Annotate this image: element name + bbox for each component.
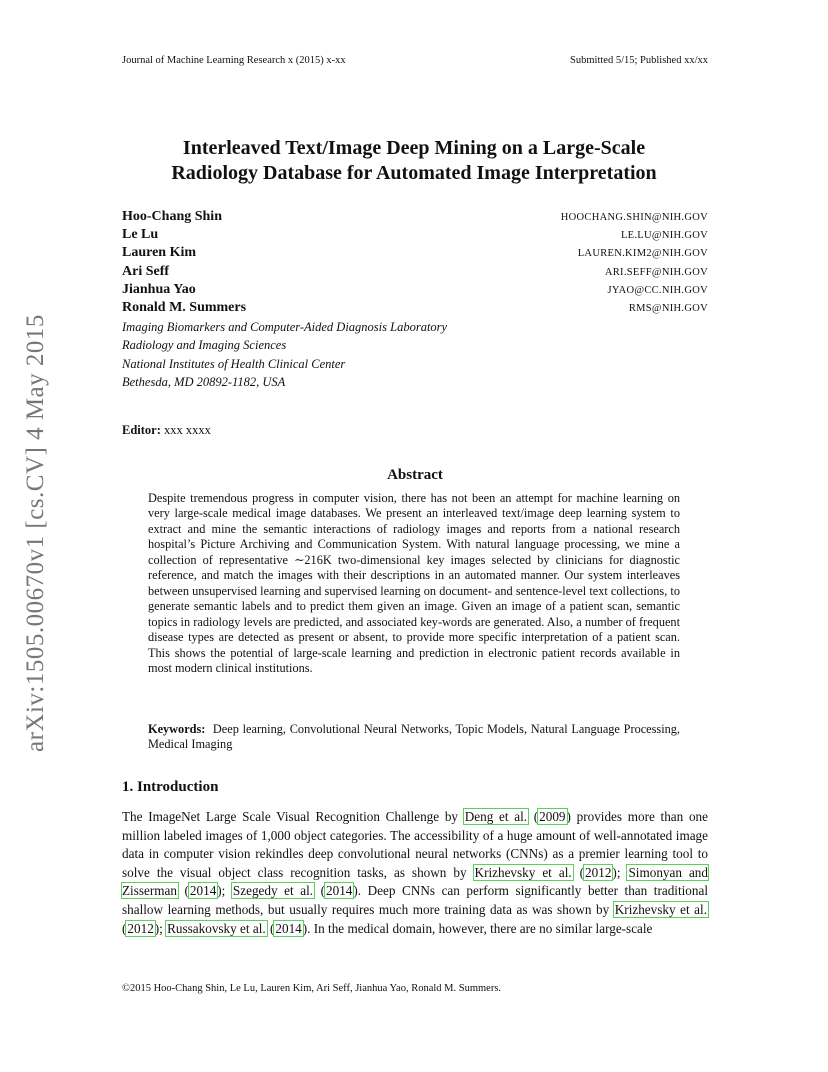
- intro-text: ). In the medical domain, however, there are no similar large-scale: [302, 920, 653, 936]
- title-line-2: Radiology Database for Automated Image Interpretation: [171, 162, 657, 184]
- intro-text: (: [177, 883, 189, 899]
- intro-text: );: [154, 920, 167, 936]
- author-row: [122, 245, 708, 263]
- author-name: Hoo-Chang Shin: [122, 209, 222, 224]
- author-email[interactable]: LE.LU@NIH.GOV: [620, 230, 708, 242]
- journal-name: Journal of Machine Learning Research x (2015) x-xx: [122, 55, 346, 66]
- intro-text: );: [612, 864, 628, 880]
- affiliation-line: National Institutes of Health Clinical Center: [122, 356, 346, 371]
- affiliation-line: Imaging Biomarkers and Computer-Aided Diagnosis Laboratory: [122, 320, 448, 335]
- author-email[interactable]: RMS@NIH.GOV: [628, 302, 708, 314]
- citation-link[interactable]: 2014: [275, 920, 302, 936]
- submission-info: Submitted 5/15; Published xx/xx: [570, 55, 708, 66]
- author-email[interactable]: JYAO@CC.NIH.GOV: [607, 284, 708, 296]
- affiliation-line: Radiology and Imaging Sciences: [122, 338, 287, 353]
- editor-value: xxx xxxx: [164, 423, 211, 437]
- intro-text: (: [266, 920, 275, 936]
- keywords-label: Keywords:: [148, 722, 206, 736]
- author-row: [122, 227, 708, 245]
- author-name: Jianhua Yao: [122, 281, 196, 297]
- running-header: [122, 55, 708, 66]
- intro-text: ). Deep CNNs can perform significantly better than traditional shallow learning methods, but usually requires much more training data as was shown by: [122, 883, 708, 917]
- author-email[interactable]: ARI.SEFF@NIH.GOV: [604, 266, 708, 278]
- intro-text: (: [572, 864, 585, 880]
- intro-text: ) provides more than one million labeled images of 1,000 object categories. The accessibility of a huge amount of well-annotated image data in computer vision rekindles deep convolutional neural networks (CNNs) as a premier learning tool to solve the visual object class recognition tasks, as shown by: [122, 809, 708, 880]
- author-name: Le Lu: [122, 227, 159, 243]
- copyright-footer: ©2015 Hoo-Chang Shin, Le Lu, Lauren Kim, Ari Seff, Jianhua Yao, Ronald M. Summers.: [122, 983, 502, 994]
- author-name: Ari Seff: [122, 263, 170, 279]
- arxiv-stamp: arXiv:1505.00670v1 [cs.CV] 4 May 2015: [22, 314, 49, 752]
- intro-paragraph: [122, 808, 708, 938]
- citation-link[interactable]: Deng et al.: [464, 809, 528, 824]
- intro-text: The ImageNet Large Scale Visual Recognition Challenge by: [122, 809, 464, 824]
- author-name: Ronald M. Summers: [122, 299, 247, 315]
- title-line-1: Interleaved Text/Image Deep Mining on a Large-Scale: [182, 137, 646, 159]
- author-block: [122, 209, 708, 391]
- intro-text: (: [528, 809, 539, 824]
- keywords-text: Deep learning, Convolutional Neural Networks, Topic Models, Natural Language Processing, Medical Imaging: [148, 722, 680, 752]
- paper-title: [100, 136, 728, 186]
- citation-link[interactable]: Simonyan and Zisserman: [122, 864, 708, 899]
- section-heading: 1. Introduction: [122, 779, 219, 795]
- author-email[interactable]: HOOCHANG.SHIN@NIH.GOV: [560, 212, 708, 223]
- intro-text: (: [122, 920, 127, 936]
- author-row: [122, 282, 708, 300]
- citation-link[interactable]: 2014: [189, 883, 217, 899]
- abstract-text: Despite tremendous progress in computer vision, there has not been an attempt for machine learning on very large-scale medical image databases. We present an interleaved text/image deep learning system to extract and mine the semantic interactions of radiology images and reports from a national research hospital’s Picture Archiving and Communication System. With natural language processing, we mine a collection of representative ∼216K two-dimensional key images selected by clinicians for diagnostic reference, and match the images with their descriptions in an automated manner. Our system interleaves between unsupervised learning and supervised learning on document- and sentence-level text collections, to generate semantic labels and to predict them given an image. Given an image of a patient scan, semantic topics in radiology levels are predicted, and associated key-words are generated. Also, a number of frequent disease types are detected as present or absent, to provide more specific interpretation of a patient scan. This shows the potential of large-scale learning and prediction in electronic patient records available in most modern clinical institutions.: [148, 491, 680, 675]
- citation-link[interactable]: 2014: [326, 883, 353, 899]
- citation-link[interactable]: Szegedy et al.: [232, 883, 314, 899]
- keywords: [148, 722, 680, 753]
- citation-link[interactable]: Russakovsky et al.: [167, 920, 266, 936]
- abstract-heading: Abstract: [387, 467, 443, 483]
- citation-link[interactable]: 2012: [585, 864, 612, 880]
- citation-link[interactable]: Krizhevsky et al.: [614, 901, 707, 917]
- citation-link[interactable]: 2009: [539, 809, 566, 824]
- author-row: [122, 209, 708, 227]
- author-name: Lauren Kim: [122, 245, 197, 261]
- editor-label: Editor:: [122, 423, 161, 437]
- citation-link[interactable]: 2012: [127, 920, 154, 936]
- author-row: [122, 300, 708, 318]
- citation-link[interactable]: Krizhevsky et al.: [474, 864, 572, 880]
- intro-text: (: [314, 883, 326, 899]
- editor-line: [122, 423, 211, 438]
- intro-text: );: [217, 883, 232, 899]
- author-row: [122, 264, 708, 282]
- author-email[interactable]: LAUREN.KIM2@NIH.GOV: [577, 248, 708, 260]
- affiliation-line: Bethesda, MD 20892-1182, USA: [122, 374, 286, 389]
